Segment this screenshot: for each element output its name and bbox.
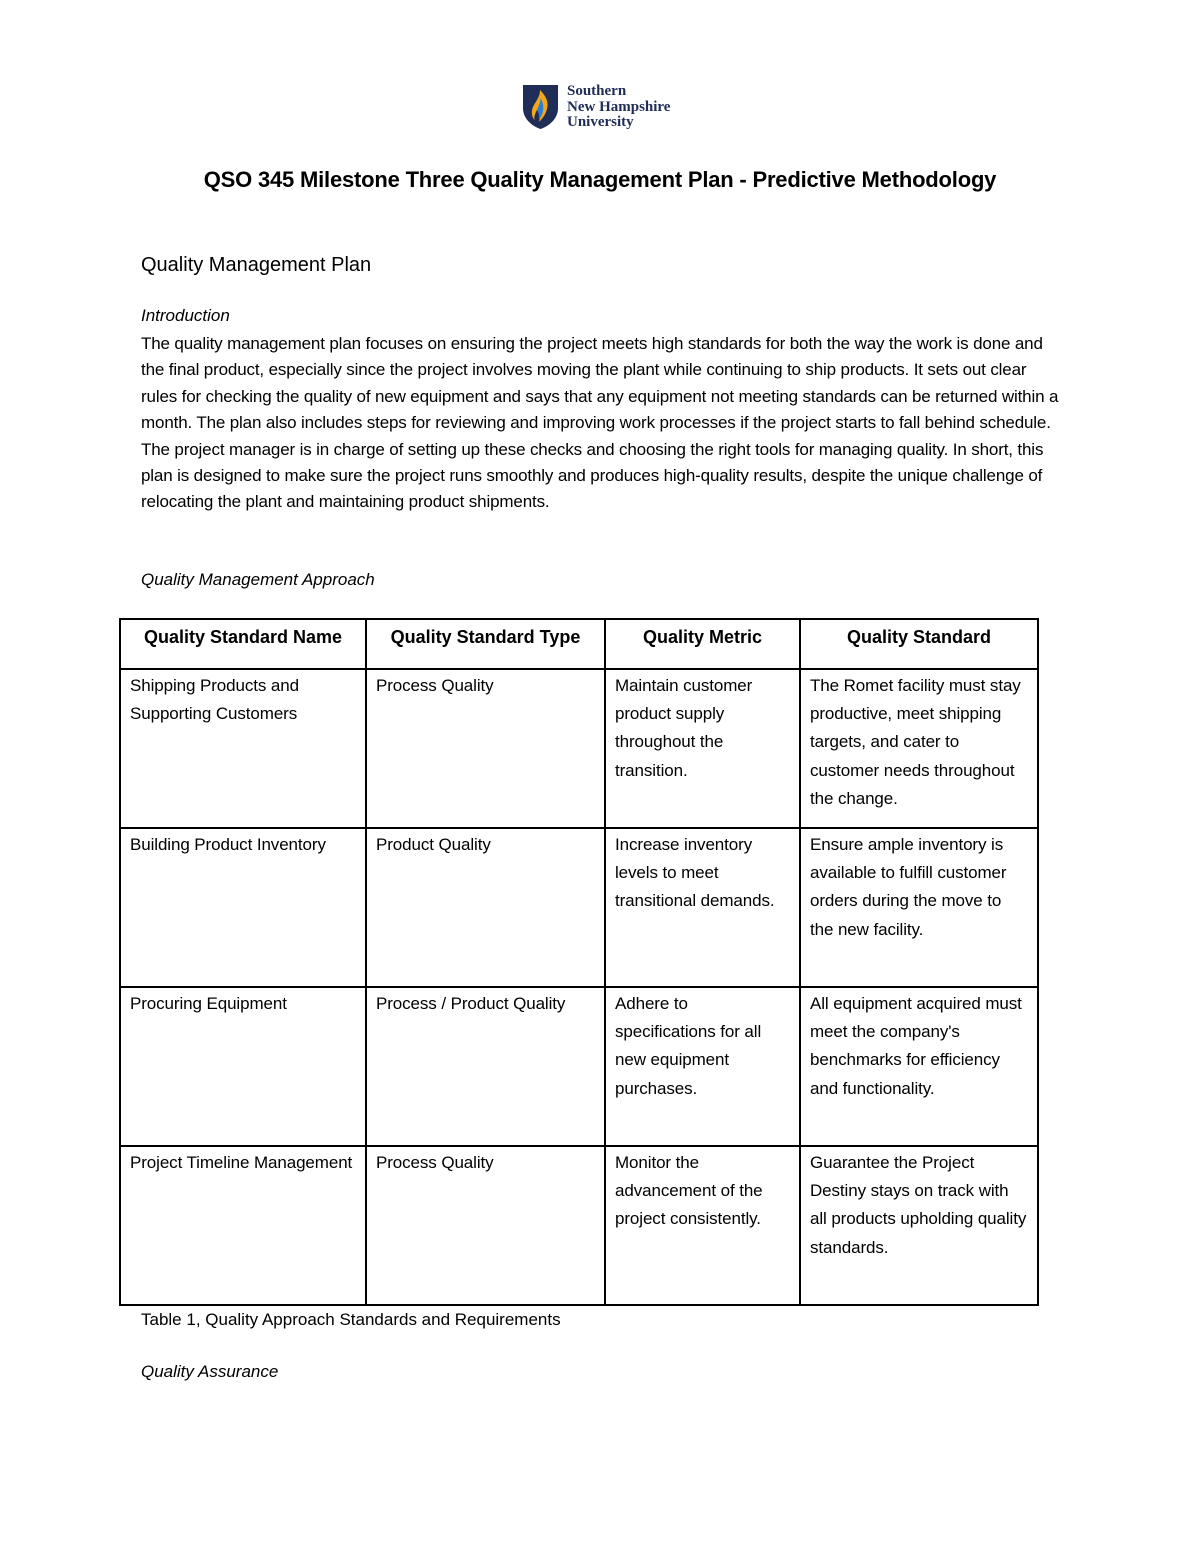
logo-line-3: University xyxy=(567,114,634,130)
column-header: Quality Metric xyxy=(605,619,800,669)
table-cell: Ensure ample inventory is available to fulfill customer orders during the move to the new facility. xyxy=(800,828,1038,987)
logo-wordmark xyxy=(567,84,670,131)
section-heading: Quality Management Plan xyxy=(141,254,372,276)
table-row xyxy=(120,1146,1038,1305)
table-cell: Project Timeline Management xyxy=(120,1146,366,1305)
table-cell: Process Quality xyxy=(366,1146,605,1305)
table-cell: Building Product Inventory xyxy=(120,828,366,987)
table-row xyxy=(120,669,1038,828)
column-header: Quality Standard xyxy=(800,619,1038,669)
introduction-paragraph: The quality management plan focuses on ensuring the project meets high standards for both the way the work is done and the final product, especially since the project involves moving the plant while continuing to ship products. It sets out clear rules for checking the quality of new equipment and says that any equipment not meeting standards can be returned within a month. The plan also includes steps for reviewing and improving work processes if the project starts to fall behind schedule. The project manager is in charge of setting up these checks and choosing the right tools for managing quality. In short, this plan is designed to make sure the project runs smoothly and produces high-quality results, despite the unique challenge of relocating the plant and maintaining product shipments. xyxy=(141,334,1059,512)
table-header-row xyxy=(120,619,1038,669)
logo-line-2: New Hampshire xyxy=(567,98,671,115)
table-cell: Process / Product Quality xyxy=(366,987,605,1146)
table-cell: Guarantee the Project Destiny stays on track with all products upholding quality standards. xyxy=(800,1146,1038,1305)
table-cell: The Romet facility must stay productive, meet shipping targets, and cater to customer needs throughout the change. xyxy=(800,669,1038,828)
table-row xyxy=(120,828,1038,987)
university-logo xyxy=(522,84,692,132)
table-row xyxy=(120,987,1038,1146)
column-header: Quality Standard Type xyxy=(366,619,605,669)
approach-heading: Quality Management Approach xyxy=(141,570,375,589)
logo-line-1: Southern xyxy=(567,83,627,99)
quality-standards-table xyxy=(119,618,1039,1306)
table-cell: Increase inventory levels to meet transitional demands. xyxy=(605,828,800,987)
table-caption: Table 1, Quality Approach Standards and Requirements xyxy=(141,1310,561,1329)
column-header: Quality Standard Name xyxy=(120,619,366,669)
table-cell: Shipping Products and Supporting Customers xyxy=(120,669,366,828)
document-title: QSO 345 Milestone Three Quality Management Plan - Predictive Methodology xyxy=(203,167,997,192)
assurance-heading: Quality Assurance xyxy=(141,1362,279,1381)
table-cell: Monitor the advancement of the project consistently. xyxy=(605,1146,800,1305)
table-cell: Product Quality xyxy=(366,828,605,987)
table-cell: All equipment acquired must meet the company's benchmarks for efficiency and functionality. xyxy=(800,987,1038,1146)
table-cell: Maintain customer product supply throughout the transition. xyxy=(605,669,800,828)
table-cell: Process Quality xyxy=(366,669,605,828)
shield-flame-icon xyxy=(522,84,559,130)
table-cell: Adhere to specifications for all new equipment purchases. xyxy=(605,987,800,1146)
table-cell: Procuring Equipment xyxy=(120,987,366,1146)
introduction-heading: Introduction xyxy=(141,306,230,325)
